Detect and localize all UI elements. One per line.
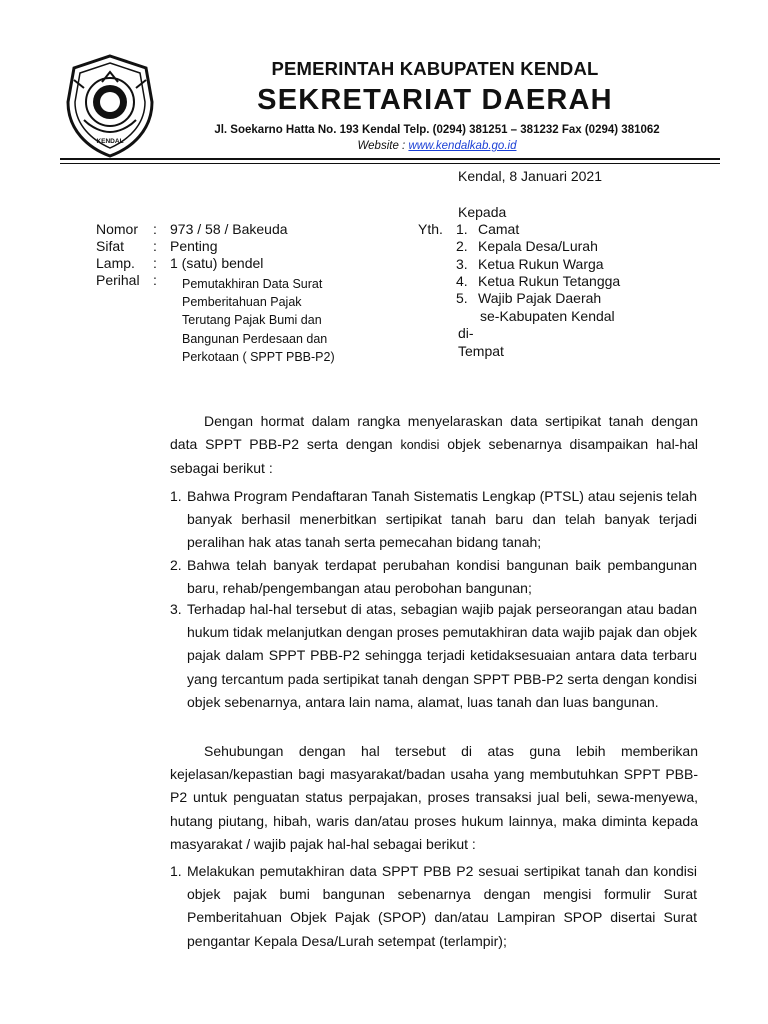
opening-paragraph	[170, 410, 698, 481]
website-label: Website :	[357, 140, 406, 152]
website-line	[162, 140, 712, 152]
recipient-number: 5.	[456, 290, 468, 306]
point-number: 3.	[170, 601, 182, 617]
subject-line: Bangunan Perdesaan dan	[182, 332, 328, 346]
opening-text: Dengan hormat dalam rangka menyelaraskan data sertipikat tanah dengan data SPPT PBB-P2 serta dengan	[170, 413, 698, 453]
meta-label-nomor: Nomor	[96, 221, 139, 237]
recipient-kepada: Kepada	[458, 204, 507, 220]
meta-value-nomor: 973 / 58 / Bakeuda	[170, 221, 288, 237]
recipient-tempat: Tempat	[458, 343, 504, 359]
department-name: SEKRETARIAT DAERAH	[257, 84, 613, 116]
point-text: Bahwa telah banyak terdapat perubahan kondisi bangunan baik pembangunan baru, rehab/pengembangan atau perobohan bangunan;	[187, 557, 697, 597]
government-name: PEMERINTAH KABUPATEN KENDAL	[271, 58, 599, 79]
recipient-item: Ketua Rukun Warga	[478, 256, 604, 272]
point-text: Terhadap hal-hal tersebut di atas, sebagian wajib pajak perseorangan atau badan hukum tidak melanjutkan dengan proses pemutakhiran data wajib pajak dan objek pajak dalam SPPT PBB-P2 sehingga terjadi ketidaksesuaian antara data terbaru yang tercantum pada sertipikat tanah dengan SPPT PBB-P2 serta dengan kondisi objek sebenarnya, antara lain nama, alamat, luas tanah dan luas bangunan.	[187, 601, 697, 710]
meta-colon: :	[153, 221, 157, 237]
point-number: 1.	[170, 488, 182, 504]
meta-colon: :	[153, 272, 157, 288]
recipient-number: 4.	[456, 273, 468, 289]
subject-line: Terutang Pajak Bumi dan	[182, 313, 322, 327]
website-link[interactable]: www.kendalkab.go.id	[408, 140, 517, 152]
meta-value-sifat: Penting	[170, 238, 218, 254]
recipient-item: Camat	[478, 221, 520, 237]
meta-value-lamp: 1 (satu) bendel	[170, 255, 264, 271]
subject-line: Pemberitahuan Pajak	[182, 295, 302, 309]
office-address: Jl. Soekarno Hatta No. 193 Kendal Telp. (0294) 381251 – 381232 Fax (0294) 381062	[214, 124, 660, 136]
recipient-item: Wajib Pajak Daerah	[478, 290, 602, 306]
request-number: 1.	[170, 863, 182, 879]
point-text: Bahwa Program Pendaftaran Tanah Sistematis Lengkap (PTSL) atau sejenis telah banyak berhasil menerbitkan sertipikat tanah baru dan telah banyak terjadi peralihan hak atas tanah serta pemecahan bidang tanah;	[187, 488, 697, 551]
letterhead-rule-thin	[60, 163, 720, 164]
subject-line: Pemutakhiran Data Surat	[182, 277, 323, 291]
recipient-item: Kepala Desa/Lurah	[478, 238, 598, 254]
request-paragraph: Sehubungan dengan hal tersebut di atas guna lebih memberikan kejelasan/kepastian bagi masyarakat/badan usaha yang membutuhkan SPPT PBB-P2 untuk penguatan status perpajakan, proses transaksi jual beli, sewa-menyewa, hutang piutang, hibah, waris dan/atau proses hukum lainnya, maka diminta kepada masyarakat / wajib pajak hal-hal sebagai berikut :	[170, 743, 698, 852]
opening-text: objek sebenarnya disampaikan hal-hal sebagai berikut :	[170, 436, 699, 477]
meta-label-lamp: Lamp.	[96, 255, 135, 271]
place-date: Kendal, 8 Januari 2021	[458, 168, 602, 184]
meta-colon: :	[153, 255, 157, 271]
kendal-regency-seal-icon	[62, 52, 158, 160]
request-text: Melakukan pemutakhiran data SPPT PBB P2 sesuai sertipikat tanah dan kondisi objek pajak bumi bangunan sebenarnya dengan mengisi formulir Surat Pemberitahuan Objek Pajak (SPOP) dan/atau Lampiran SPOP disertai Surat pengantar Kepala Desa/Lurah setempat (terlampir);	[187, 863, 697, 949]
recipient-di: di-	[458, 325, 474, 341]
subject-line: Perkotaan ( SPPT PBB-P2)	[182, 350, 335, 364]
meta-colon: :	[153, 238, 157, 254]
recipient-yth: Yth.	[418, 221, 443, 237]
opening-text-small: kondisi	[400, 438, 440, 453]
recipient-number: 1.	[456, 221, 468, 237]
letterhead-rule-thick	[60, 158, 720, 160]
recipient-number: 3.	[456, 256, 468, 272]
recipient-item: Ketua Rukun Tetangga	[478, 273, 621, 289]
recipient-scope: se-Kabupaten Kendal	[480, 308, 615, 324]
point-number: 2.	[170, 557, 182, 573]
recipient-number: 2.	[456, 238, 468, 254]
svg-text:KENDAL: KENDAL	[96, 138, 124, 145]
meta-label-perihal: Perihal	[96, 272, 140, 288]
meta-label-sifat: Sifat	[96, 238, 125, 254]
